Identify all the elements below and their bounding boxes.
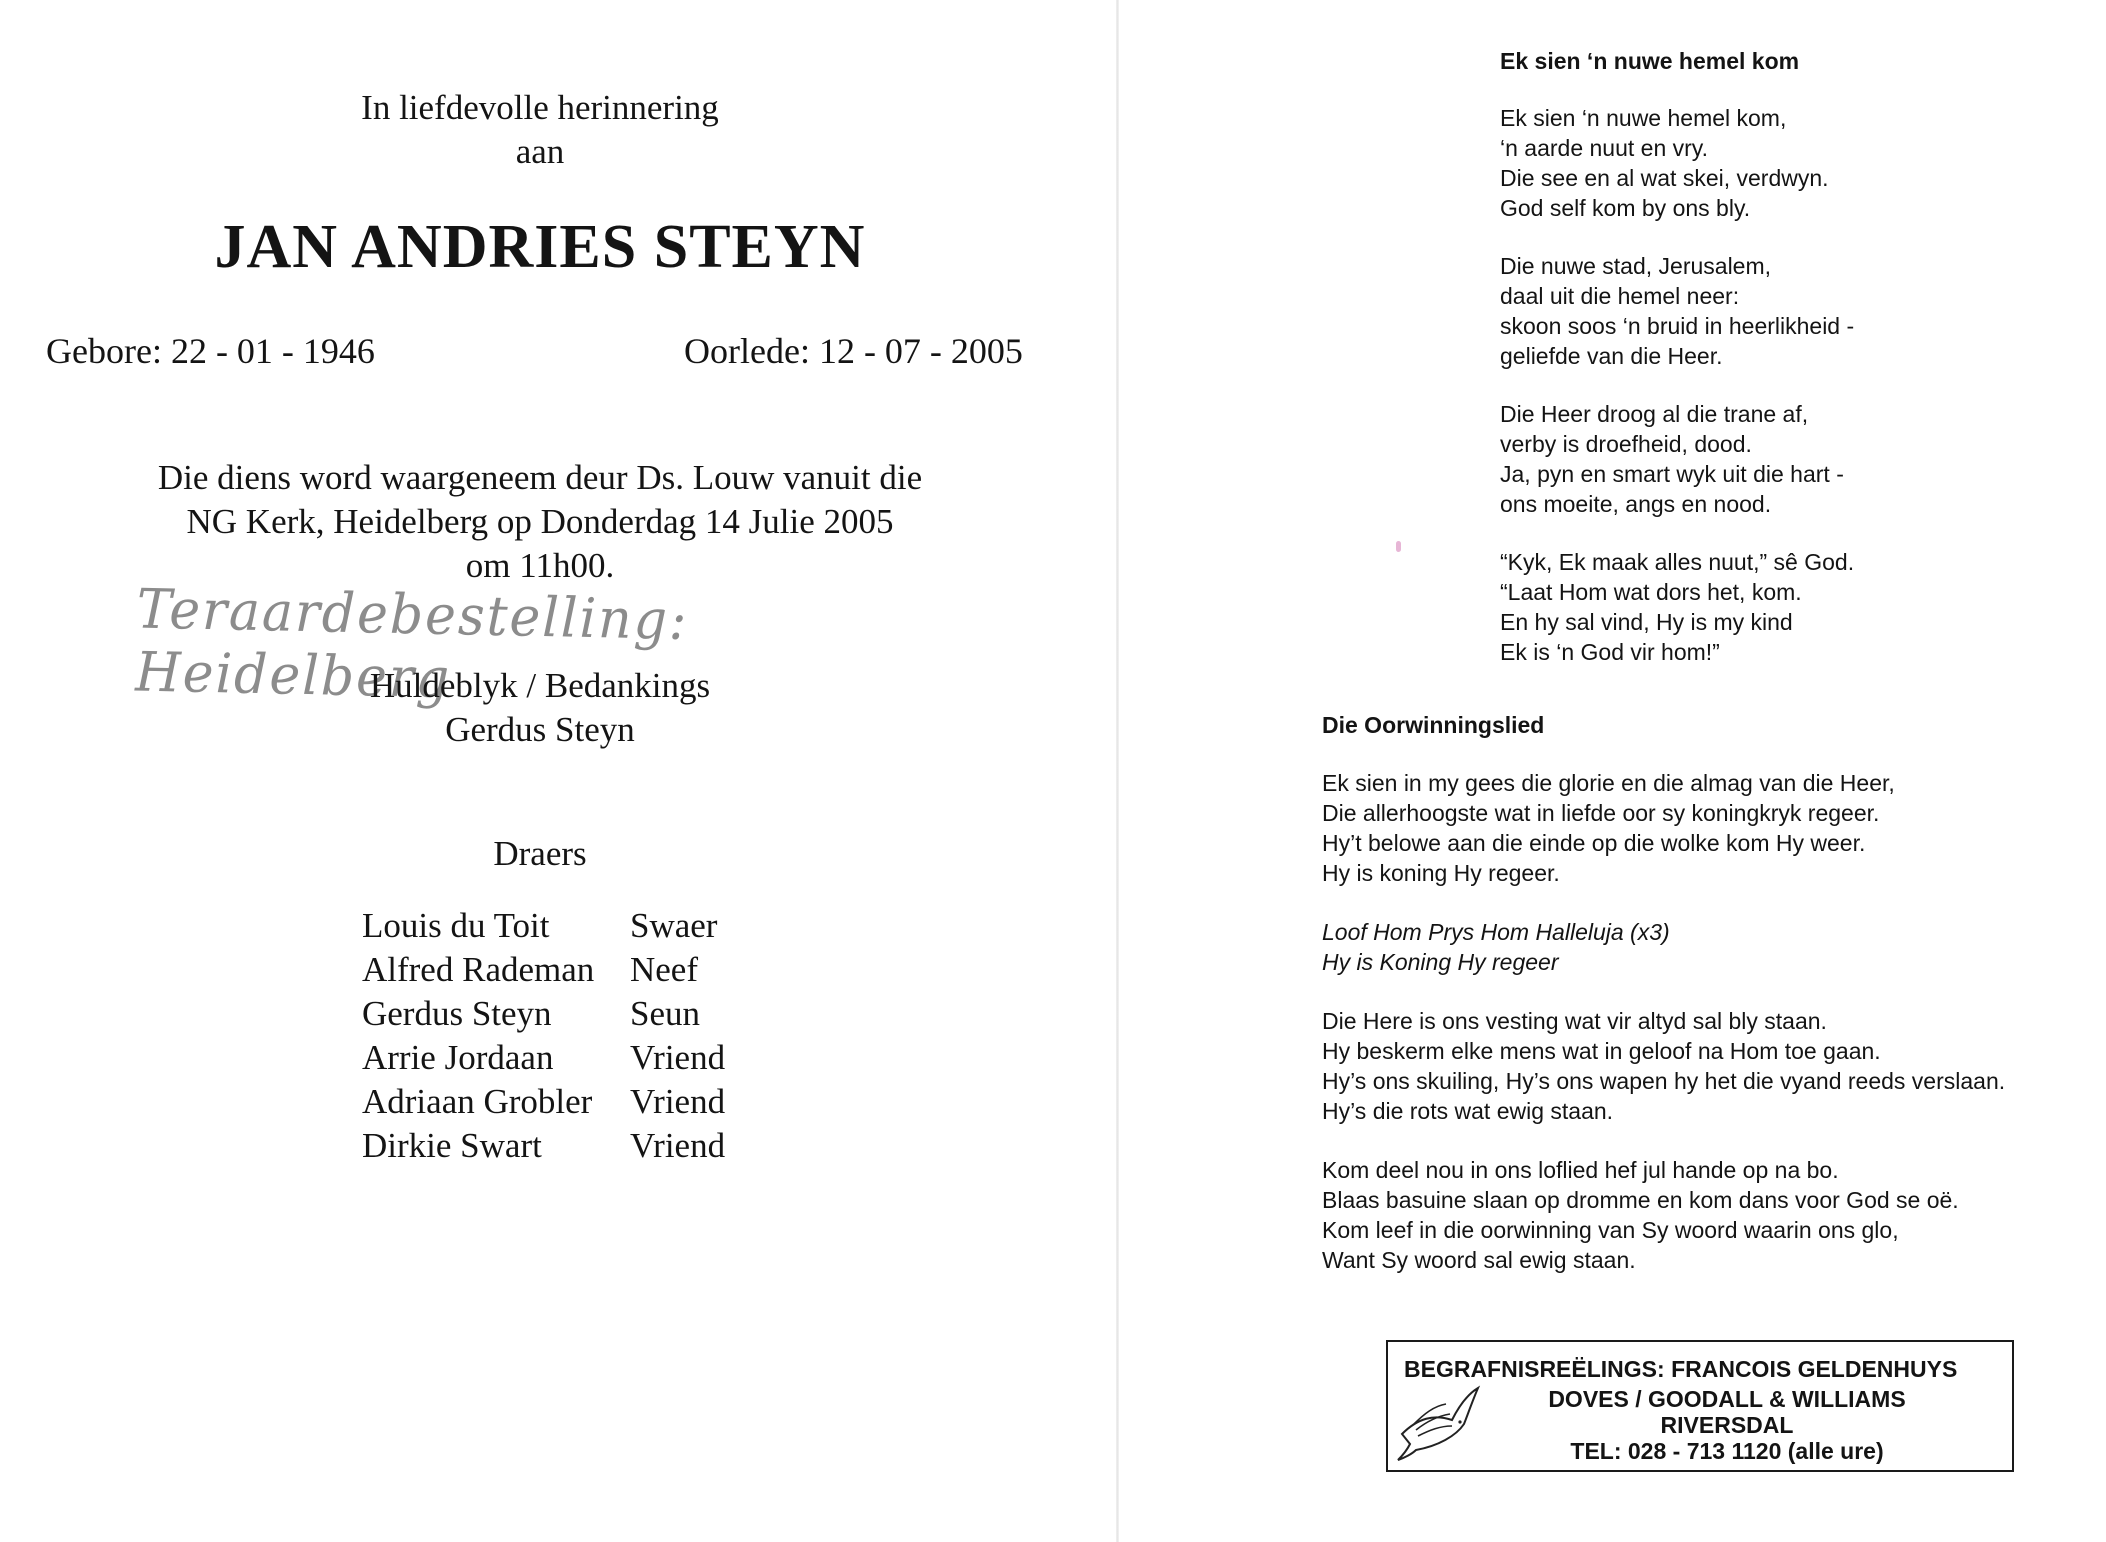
funeral-phone: TEL: 028 - 713 1120 (alle ure) bbox=[1570, 1438, 1884, 1464]
bearers-table bbox=[362, 906, 725, 1170]
verse-line: ons moeite, angs en nood. bbox=[1500, 491, 1772, 517]
verse-line: Loof Hom Prys Hom Halleluja (x3) bbox=[1322, 919, 1670, 945]
song-1 bbox=[1500, 48, 2090, 667]
verse-line: “Kyk, Ek maak alles nuut,” sê God. bbox=[1500, 549, 1855, 575]
death-date: Oorlede: 12 - 07 - 2005 bbox=[684, 331, 1023, 371]
deceased-name: JAN ANDRIES STEYN bbox=[214, 213, 866, 281]
verse-line: God self kom by ons bly. bbox=[1500, 195, 1751, 221]
verse-line: Hy is koning Hy regeer. bbox=[1322, 860, 1560, 886]
verse bbox=[1500, 399, 2090, 519]
verse-line: Die nuwe stad, Jerusalem, bbox=[1500, 253, 1772, 279]
birth-date: Gebore: 22 - 01 - 1946 bbox=[46, 331, 375, 371]
verse bbox=[1322, 768, 2102, 888]
bearer-name: Arrie Jordaan bbox=[362, 1038, 554, 1077]
verse-line: geliefde van die Heer. bbox=[1500, 343, 1723, 369]
verse-line: daal uit die hemel neer: bbox=[1500, 283, 1740, 309]
bearer-row bbox=[362, 1038, 725, 1082]
bearer-relation: Neef bbox=[630, 950, 699, 989]
verse bbox=[1500, 251, 2090, 371]
bearer-relation: Seun bbox=[630, 994, 700, 1033]
service-details bbox=[0, 456, 1080, 588]
verse-line: Hy’t belowe aan die einde op die wolke kom Hy weer. bbox=[1322, 830, 1866, 856]
bearer-row bbox=[362, 950, 725, 994]
tributes-heading: Huldeblyk / Bedankings bbox=[369, 666, 711, 705]
intro-line: aan bbox=[515, 132, 565, 171]
right-page bbox=[1118, 0, 2106, 1542]
verse bbox=[1322, 1155, 2102, 1275]
funeral-director-box bbox=[1386, 1340, 2014, 1472]
funeral-town: RIVERSDAL bbox=[1660, 1412, 1794, 1438]
service-line: om 11h00. bbox=[465, 546, 615, 585]
bearer-row bbox=[362, 994, 725, 1038]
verse bbox=[1322, 1006, 2102, 1126]
verse-line: En hy sal vind, Hy is my kind bbox=[1500, 609, 1793, 635]
bearers-title: Draers bbox=[493, 834, 587, 873]
intro-text bbox=[0, 86, 1080, 174]
verse-line: Blaas basuine slaan op dromme en kom dans voor God se oë. bbox=[1322, 1187, 1959, 1213]
verse-line: Want Sy woord sal ewig staan. bbox=[1322, 1247, 1636, 1273]
funeral-details bbox=[1488, 1386, 1966, 1464]
service-line: Die diens word waargeneem deur Ds. Louw vanuit die bbox=[157, 458, 923, 497]
verse-line: Ek sien in my gees die glorie en die almag van die Heer, bbox=[1322, 770, 1895, 796]
verse-line: Kom leef in die oorwinning van Sy woord waarin ons glo, bbox=[1322, 1217, 1899, 1243]
verse-line: ‘n aarde nuut en vry. bbox=[1500, 135, 1708, 161]
verse-line: Kom deel nou in ons loflied hef jul hande op na bo. bbox=[1322, 1157, 1839, 1183]
verse-line: Hy beskerm elke mens wat in geloof na Hom toe gaan. bbox=[1322, 1038, 1881, 1064]
verse-line: verby is droefheid, dood. bbox=[1500, 431, 1752, 457]
bearer-relation: Vriend bbox=[630, 1038, 726, 1077]
bearer-name: Adriaan Grobler bbox=[362, 1082, 593, 1121]
song-title: Ek sien ‘n nuwe hemel kom bbox=[1500, 48, 1800, 74]
verse-line: Die see en al wat skei, verdwyn. bbox=[1500, 165, 1829, 191]
bearer-relation: Vriend bbox=[630, 1126, 726, 1165]
funeral-director-line: BEGRAFNISREËLINGS: FRANCOIS GELDENHUYS bbox=[1404, 1356, 1958, 1382]
verse-line: Hy is Koning Hy regeer bbox=[1322, 949, 1559, 975]
bearer-row bbox=[362, 1082, 725, 1126]
tributes bbox=[0, 664, 1080, 752]
verse-line: Ek is ‘n God vir hom!” bbox=[1500, 639, 1720, 665]
verse bbox=[1500, 103, 2090, 223]
chorus bbox=[1322, 917, 2102, 977]
bearer-row bbox=[362, 1126, 725, 1170]
tributes-name: Gerdus Steyn bbox=[445, 710, 635, 749]
service-line: NG Kerk, Heidelberg op Donderdag 14 Julie 2005 bbox=[186, 502, 894, 541]
intro-line: In liefdevolle herinnering bbox=[361, 88, 719, 127]
verse-line: Ja, pyn en smart wyk uit die hart - bbox=[1500, 461, 1844, 487]
dove-icon bbox=[1394, 1384, 1484, 1462]
verse bbox=[1500, 547, 2090, 667]
funeral-company: DOVES / GOODALL & WILLIAMS bbox=[1548, 1386, 1906, 1412]
handwritten-note: Teraardebestelling: Heidelberg bbox=[134, 578, 690, 711]
bearer-name: Dirkie Swart bbox=[362, 1126, 542, 1165]
song-2 bbox=[1322, 712, 2102, 1275]
bearer-name: Louis du Toit bbox=[362, 906, 550, 945]
song-title: Die Oorwinningslied bbox=[1322, 712, 1545, 738]
verse-line: Hy’s ons skuiling, Hy’s ons wapen hy het die vyand reeds verslaan. bbox=[1322, 1068, 2006, 1094]
bearer-row bbox=[362, 906, 725, 950]
bearer-relation: Swaer bbox=[630, 906, 718, 945]
verse-line: Hy’s die rots wat ewig staan. bbox=[1322, 1098, 1614, 1124]
bearer-relation: Vriend bbox=[630, 1082, 726, 1121]
verse-line: Die Here is ons vesting wat vir altyd sal bly staan. bbox=[1322, 1008, 1827, 1034]
bearer-name: Alfred Rademan bbox=[362, 950, 595, 989]
ink-mark bbox=[1396, 541, 1401, 552]
verse-line: “Laat Hom wat dors het, kom. bbox=[1500, 579, 1802, 605]
verse-line: Die Heer droog al die trane af, bbox=[1500, 401, 1809, 427]
verse-line: Ek sien ‘n nuwe hemel kom, bbox=[1500, 105, 1787, 131]
verse-line: Die allerhoogste wat in liefde oor sy koningkryk regeer. bbox=[1322, 800, 1880, 826]
verse-line: skoon soos ‘n bruid in heerlikheid - bbox=[1500, 313, 1855, 339]
bearer-name: Gerdus Steyn bbox=[362, 994, 552, 1033]
